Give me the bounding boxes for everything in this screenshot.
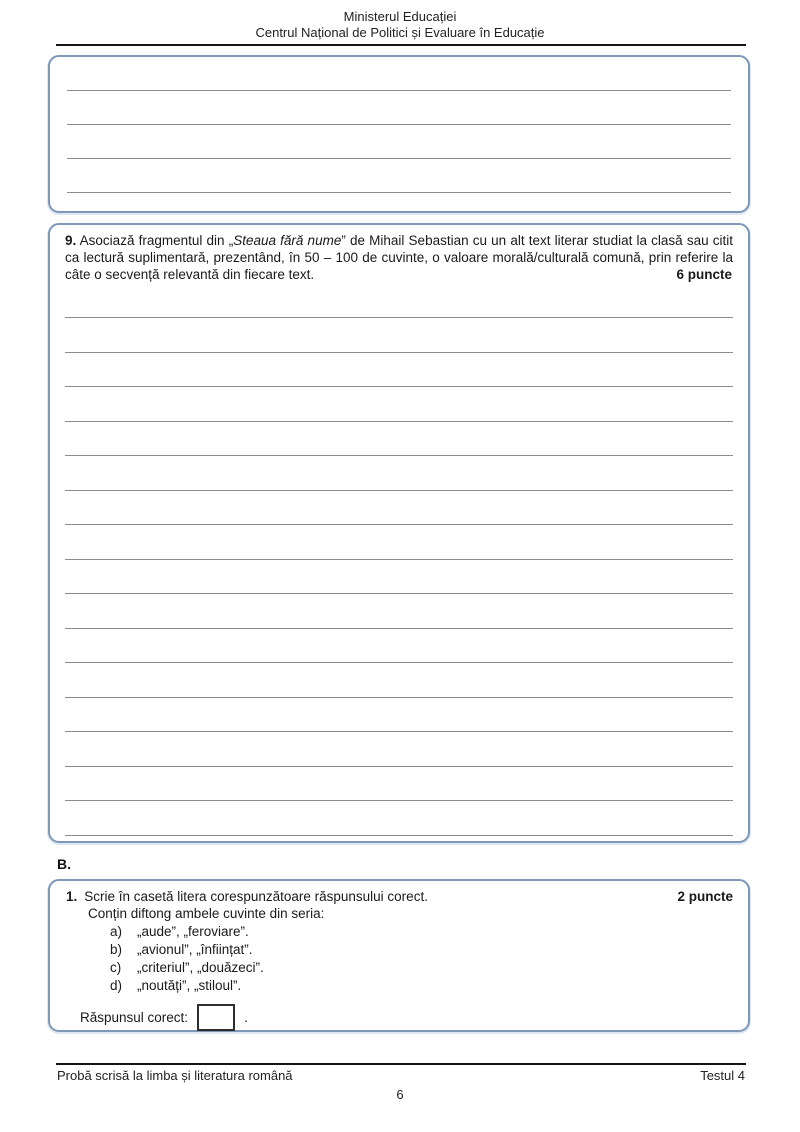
question-9-part2: ” de Mihail Sebastian cu un alt text literar studiat la clasă sau citit ca lectură suplimentară, prezentând, în 50 – 100 de cuvinte, o valoare morală/culturală comună, prin referire la câte o secvență relevantă din fiecare text.	[65, 233, 733, 283]
writing-line	[65, 594, 733, 629]
writing-line	[65, 801, 733, 836]
writing-lines-q9	[65, 284, 733, 836]
writing-lines-continuation	[67, 57, 731, 193]
writing-line	[67, 57, 731, 91]
option-d	[110, 977, 733, 995]
option-c-text: „criteriul”, „douăzeci”.	[137, 960, 264, 975]
question-1-options	[110, 923, 733, 995]
writing-line	[67, 91, 731, 125]
option-d-letter: d)	[110, 978, 123, 993]
footer-test-name: Testul 4	[700, 1068, 745, 1083]
writing-line	[65, 353, 733, 388]
writing-line	[65, 560, 733, 595]
option-a-text: „aude”, „feroviare”.	[137, 924, 249, 939]
question-1-prompt	[66, 888, 428, 905]
footer-rule	[56, 1063, 746, 1065]
option-b-text: „avionul”, „înființat”.	[137, 942, 253, 957]
option-b-letter: b)	[110, 942, 123, 957]
question-9-box	[48, 223, 750, 843]
question-9-points-badge: 6 puncte	[670, 266, 732, 283]
option-b	[110, 941, 733, 959]
writing-line	[67, 159, 731, 193]
writing-line	[65, 387, 733, 422]
answer-input-box	[197, 1004, 235, 1031]
answer-box-continuation	[48, 55, 750, 213]
question-9-work-title: Steaua fără nume	[233, 233, 342, 248]
document-header	[0, 0, 800, 41]
writing-line	[67, 125, 731, 159]
writing-line	[65, 732, 733, 767]
writing-line	[65, 525, 733, 560]
question-1-header-row	[66, 888, 733, 905]
question-1-points-badge: 2 puncte	[677, 889, 733, 904]
header-rule	[56, 44, 746, 46]
writing-line	[65, 767, 733, 802]
writing-line	[65, 629, 733, 664]
writing-line	[65, 318, 733, 353]
center-title: Centrul Național de Politici și Evaluare în Educație	[255, 25, 545, 40]
answer-label: Răspunsul corect:	[80, 1010, 189, 1025]
document-footer	[57, 1068, 745, 1084]
ministry-title: Ministerul Educației	[343, 9, 457, 24]
section-b-label: B.	[57, 856, 71, 872]
option-d-text: „noutăți”, „stiloul”.	[137, 978, 242, 993]
question-1-box	[48, 879, 750, 1032]
footer-exam-name: Probă scrisă la limba și literatura română	[57, 1068, 293, 1083]
question-9-number: 9.	[65, 233, 77, 248]
option-a	[110, 923, 733, 941]
question-9-part1: Asociază fragmentul din „	[76, 233, 234, 248]
writing-line	[65, 284, 733, 319]
question-1-number: 1.	[66, 889, 78, 904]
writing-line	[65, 663, 733, 698]
answer-row	[80, 1004, 733, 1031]
page-number: 6	[396, 1087, 404, 1102]
answer-period: .	[244, 1010, 248, 1025]
question-1-prompt-text: Scrie în casetă litera corespunzătoare răspunsului corect.	[84, 889, 428, 904]
option-c	[110, 959, 733, 977]
writing-line	[65, 422, 733, 457]
writing-line	[65, 698, 733, 733]
option-a-letter: a)	[110, 924, 123, 939]
writing-line	[65, 491, 733, 526]
question-1-stem: Conțin diftong ambele cuvinte din seria:	[88, 906, 325, 921]
question-9-text	[65, 232, 733, 284]
writing-line	[65, 456, 733, 491]
option-c-letter: c)	[110, 960, 122, 975]
